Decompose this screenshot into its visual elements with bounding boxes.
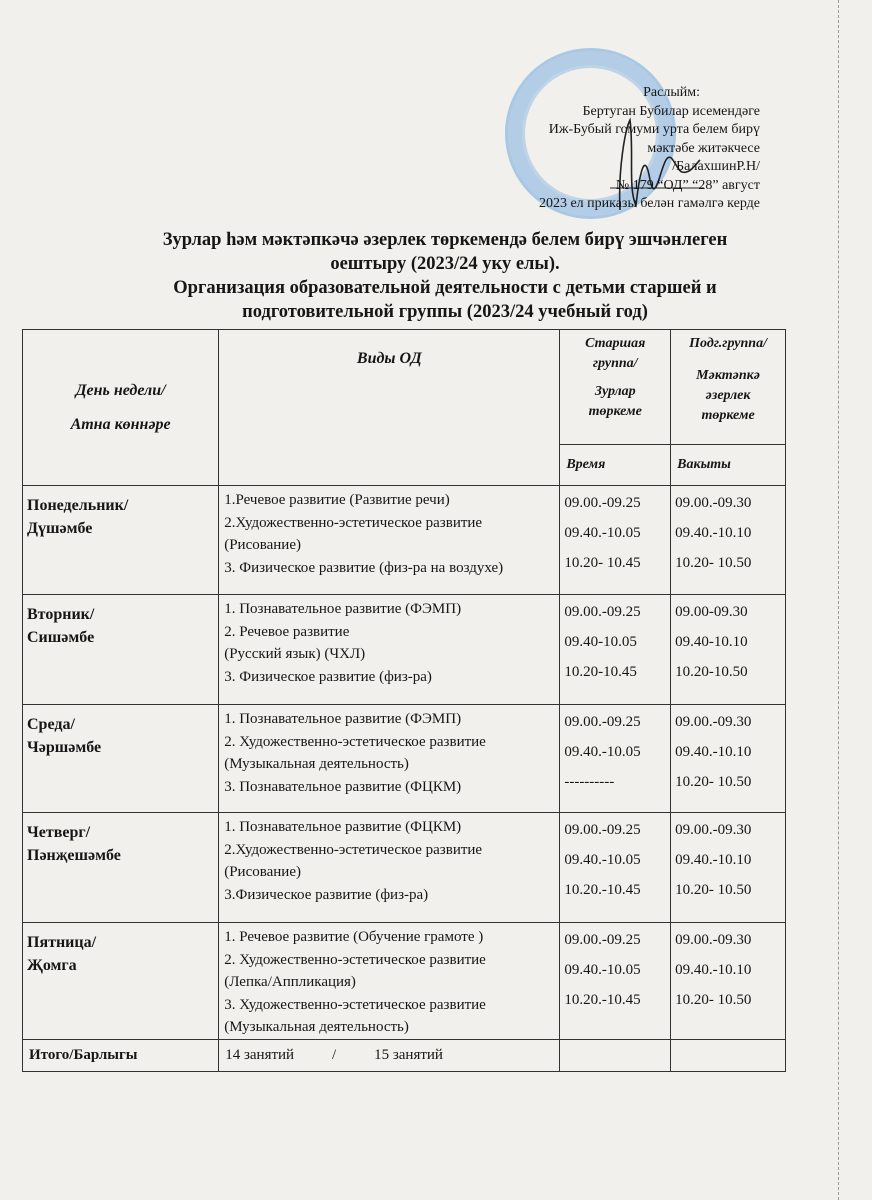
senior-times-cell — [560, 813, 671, 923]
header-time-ru: Время — [560, 445, 671, 486]
activity-line: 2. Художественно-эстетическое развитие — [224, 733, 486, 750]
day-name: Дүшәмбе — [27, 520, 93, 537]
document-title — [120, 228, 770, 324]
activity-line: 3. Познавательное развитие (ФЦКМ) — [224, 778, 462, 795]
activities-cell — [219, 595, 560, 705]
approval-block — [539, 84, 760, 214]
activity-line: 3. Физическое развитие (физ-ра на воздухе) — [224, 559, 504, 576]
total-senior-empty — [560, 1039, 671, 1071]
time-slot: 09.40.-10.10 — [675, 852, 752, 868]
time-slot: 10.20.-10.45 — [564, 992, 641, 1008]
time-slot: 09.40.-10.10 — [675, 744, 752, 760]
activity-line: (Лепка/Аппликация) — [224, 974, 356, 990]
header-prep — [671, 330, 786, 445]
time-slot: 09.00.-09.30 — [675, 714, 752, 730]
header-day-tt: Атна көннәре — [70, 415, 171, 433]
header-senior-ru: Старшая группа/ — [585, 336, 646, 371]
time-slot: 09.00.-09.30 — [675, 932, 752, 948]
activity-line: 2.Художественно-эстетическое развитие — [224, 841, 483, 858]
time-slot: 09.40.-10.10 — [675, 962, 752, 978]
header-senior — [560, 330, 671, 445]
total-count — [219, 1039, 560, 1071]
day-name: Вторник/ — [27, 606, 95, 623]
time-slot: ---------- — [564, 774, 615, 790]
table-row — [23, 813, 786, 923]
time-slot: 10.20-10.50 — [675, 664, 748, 680]
activity-line: 3. Художественно-эстетическое развитие — [224, 996, 486, 1013]
time-slot: 10.20- 10.45 — [564, 555, 641, 571]
activity-line: 2. Речевое развитие — [224, 623, 350, 640]
approval-line: Раслыйм: — [643, 85, 700, 100]
approval-line: Иж-Бубый гомуми урта белем бирү — [548, 122, 760, 137]
time-slot: 09.00-09.30 — [675, 604, 748, 620]
senior-times-cell — [560, 595, 671, 705]
activity-line: 1. Познавательное развитие (ФЭМП) — [224, 601, 462, 617]
time-slot: 09.00.-09.25 — [564, 932, 641, 948]
day-name: Четверг/ — [27, 824, 91, 841]
time-slot: 10.20- 10.50 — [675, 555, 752, 571]
total-senior: 14 занятий — [225, 1046, 295, 1063]
title-tatar-2: оештыру (2023/24 уку елы). — [330, 254, 560, 274]
time-slot: 09.00.-09.30 — [675, 495, 752, 511]
time-slot: 10.20- 10.50 — [675, 882, 752, 898]
time-slot: 09.40.-10.05 — [564, 744, 641, 760]
title-russian-1: Организация образовательной деятельности с детьми старшей и — [173, 278, 717, 298]
prep-times-cell — [671, 923, 786, 1040]
activity-line: (Музыкальная деятельность) — [224, 1019, 409, 1035]
time-slot: 09.40.-10.10 — [675, 525, 752, 541]
total-prep: 15 занятий — [374, 1046, 443, 1063]
activity-line: 2.Художественно-эстетическое развитие — [224, 514, 483, 531]
approval-line: Бертуган Бубилар исемендәге — [582, 103, 760, 119]
header-time-tt: Вакыты — [671, 445, 786, 486]
prep-times-cell — [671, 813, 786, 923]
table-row — [23, 923, 786, 1040]
approval-line: 2023 ел приказы белән гамәлгә керде — [538, 196, 760, 211]
approval-line: № 179 “ОД” “28” август — [615, 177, 760, 193]
header-day — [23, 330, 219, 486]
time-slot: 10.20-10.45 — [564, 664, 637, 680]
activity-line: (Рисование) — [224, 537, 301, 553]
day-name: Пятница/ — [27, 934, 97, 951]
activities-cell — [219, 813, 560, 923]
title-russian-2: подготовительной группы (2023/24 учебный год) — [242, 302, 648, 322]
time-slot: 09.00.-09.30 — [675, 822, 752, 838]
time-slot: 09.40.-10.05 — [564, 852, 641, 868]
table-row — [23, 705, 786, 813]
day-name: Сишәмбе — [27, 629, 95, 646]
senior-times-cell — [560, 705, 671, 813]
day-cell — [23, 595, 219, 705]
time-slot: 09.00.-09.25 — [564, 604, 641, 620]
day-cell — [23, 923, 219, 1040]
time-slot: 09.40.-10.05 — [564, 525, 641, 541]
time-slot: 09.40.-10.05 — [564, 962, 641, 978]
approval-line: мәктәбе житәкчесе — [647, 140, 760, 156]
schedule-table — [22, 329, 786, 1072]
header-prep-ru: Подг.группа/ — [689, 336, 767, 351]
day-cell — [23, 705, 219, 813]
total-row — [23, 1039, 786, 1071]
header-types: Виды ОД — [219, 330, 560, 486]
header-row — [23, 330, 786, 445]
header-day-ru: День недели/ — [75, 381, 166, 399]
title-tatar-1: Зурлар һәм мәктәпкәчә әзерлек төркемендә белем бирү эшчәнлеген — [162, 230, 728, 250]
prep-times-cell — [671, 595, 786, 705]
activities-cell — [219, 705, 560, 813]
activities-cell — [219, 923, 560, 1040]
activity-line: 1. Познавательное развитие (ФЦКМ) — [224, 819, 462, 835]
prep-times-cell — [671, 705, 786, 813]
day-cell — [23, 813, 219, 923]
total-sep: / — [332, 1046, 337, 1063]
activity-line: (Рисование) — [224, 864, 301, 880]
activity-line: (Музыкальная деятельность) — [224, 756, 409, 772]
activity-line: 3. Физическое развитие (физ-ра) — [224, 668, 432, 685]
table-row — [23, 486, 786, 595]
activity-line: 2. Художественно-эстетическое развитие — [224, 951, 486, 968]
time-slot: 09.40-10.10 — [675, 634, 748, 650]
activity-line: (Русский язык) (ЧХЛ) — [224, 646, 366, 662]
approval-line: /БалахшинР.Н/ — [672, 159, 760, 174]
time-slot: 10.20- 10.50 — [675, 992, 752, 1008]
time-slot: 09.00.-09.25 — [564, 714, 641, 730]
time-slot: 09.40-10.05 — [564, 634, 637, 650]
activity-line: 1. Познавательное развитие (ФЭМП) — [224, 711, 462, 727]
table-row — [23, 595, 786, 705]
senior-times-cell — [560, 923, 671, 1040]
day-name: Чәршәмбе — [27, 739, 102, 756]
day-name: Пәнҗешәмбе — [27, 847, 121, 864]
senior-times-cell — [560, 486, 671, 595]
header-senior-tt: Зурлар төркеме — [588, 384, 642, 419]
total-label: Итого/Барлыгы — [23, 1039, 219, 1071]
page-edge-line — [838, 0, 840, 1200]
time-slot: 09.00.-09.25 — [564, 822, 641, 838]
activity-line: 3.Физическое развитие (физ-ра) — [224, 886, 429, 903]
activity-line: 1.Речевое развитие (Развитие речи) — [224, 492, 450, 508]
day-cell — [23, 486, 219, 595]
prep-times-cell — [671, 486, 786, 595]
time-slot: 09.00.-09.25 — [564, 495, 641, 511]
activities-cell — [219, 486, 560, 595]
day-name: Җомга — [27, 957, 77, 974]
day-name: Понедельник/ — [27, 497, 129, 514]
header-prep-tt: Мәктәпкә әзерлек төркеме — [696, 368, 760, 423]
time-slot: 10.20- 10.50 — [675, 774, 752, 790]
day-name: Среда/ — [27, 716, 75, 733]
time-slot: 10.20.-10.45 — [564, 882, 641, 898]
total-prep-empty — [671, 1039, 786, 1071]
activity-line: 1. Речевое развитие (Обучение грамоте ) — [224, 929, 484, 945]
